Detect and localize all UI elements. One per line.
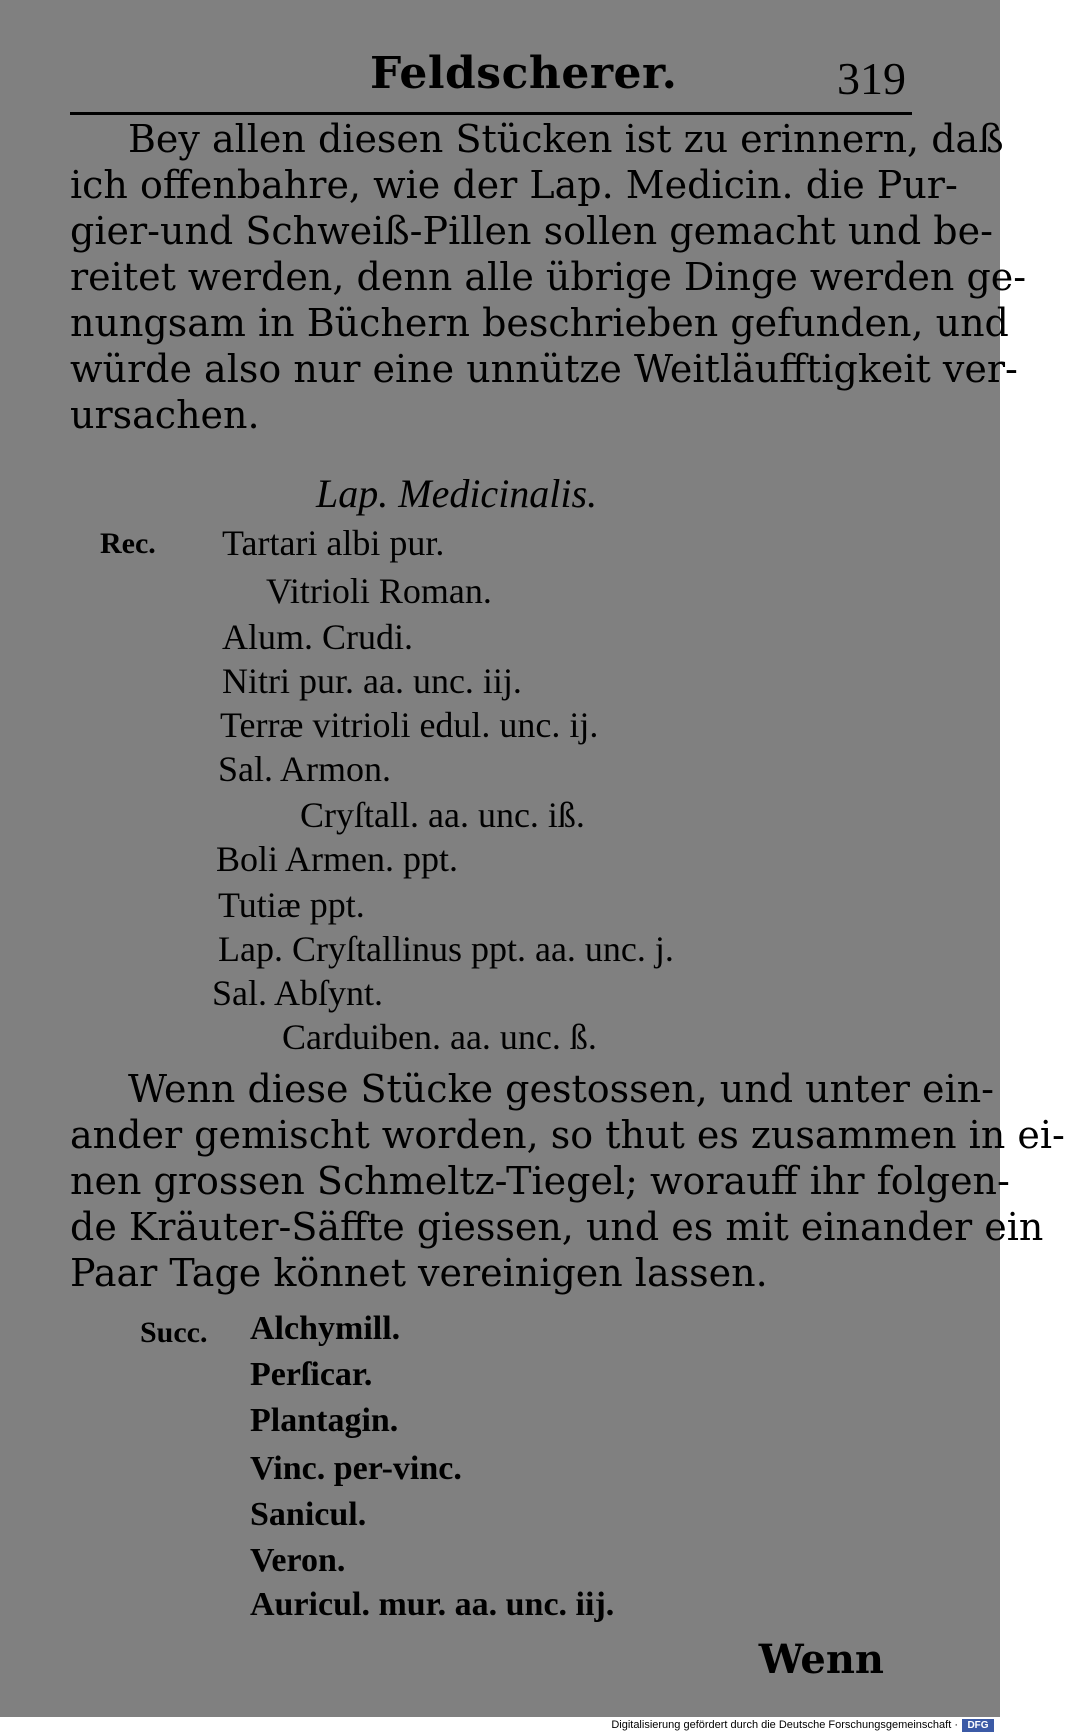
catchword: Wenn: [758, 1636, 884, 1683]
recipe-item: Tutiæ ppt.: [218, 885, 365, 925]
recipe-item: Sal. Armon.: [218, 749, 392, 789]
succ-item: Veron.: [250, 1542, 346, 1579]
text-line: ander gemischt worden, so thut es zusammen in ei-: [70, 1113, 1065, 1157]
succ-item: Perſicar.: [250, 1356, 373, 1393]
page-number: 319: [837, 53, 906, 104]
succ-item: Alchymill.: [250, 1310, 401, 1347]
paragraph-instructions: [70, 1066, 1065, 1296]
recipe-item: Vitrioli Roman.: [266, 571, 492, 611]
recipe-heading: Lap. Medicinalis.: [316, 471, 598, 516]
text-line: ursachen.: [70, 393, 260, 437]
text-line: nen grossen Schmeltz-Tiegel; worauff ihr folgen-: [70, 1159, 1010, 1203]
footer-credit: Digitalisierung gefördert durch die Deutsche Forschungsgemeinschaft ·: [611, 1719, 958, 1731]
recipe-item: Sal. Abſynt.: [212, 973, 384, 1013]
footer-bar: [0, 1717, 1000, 1735]
recipe-item: Nitri pur. aa. unc. iij.: [222, 661, 522, 701]
succ-item: Vinc. per-vinc.: [250, 1450, 462, 1487]
rec-label: Rec.: [100, 527, 156, 560]
text-line: Wenn diese Stücke gestossen, und unter ein-: [128, 1067, 995, 1111]
recipe-item: Terræ vitrioli edul. unc. ij.: [220, 705, 599, 745]
succ-item: Plantagin.: [250, 1402, 399, 1439]
dfg-logo-icon: DFG: [962, 1719, 994, 1732]
text-line: ich offenbahre, wie der Lap. Medicin. die Pur-: [70, 163, 958, 207]
recipe-item: Boli Armen. ppt.: [216, 839, 458, 879]
text-line: würde also nur eine unnütze Weitläufftigkeit ver-: [70, 347, 1018, 391]
text-line: gier-und Schweiß-Pillen sollen gemacht und be-: [70, 209, 993, 253]
recipe-item: Tartari albi pur.: [222, 523, 445, 563]
recipe-item: Alum. Crudi.: [222, 617, 414, 657]
text-line: nungsam in Büchern beschrieben gefunden, und: [70, 301, 1009, 345]
recipe-item: Lap. Cryſtallinus ppt. aa. unc. j.: [218, 929, 674, 969]
succ-item: Auricul. mur. aa. unc. iij.: [250, 1586, 615, 1623]
text-line: reitet werden, denn alle übrige Dinge werden ge-: [70, 255, 1027, 299]
recipe-item: Carduiben. aa. unc. ß.: [282, 1017, 597, 1057]
paragraph-intro: [70, 116, 1027, 438]
succ-item: Sanicul.: [250, 1496, 367, 1533]
text-line: de Kräuter-Säffte giessen, und es mit einander ein: [70, 1205, 1044, 1249]
recipe-item: Cryſtall. aa. unc. iß.: [300, 795, 585, 835]
running-title: Feldscherer.: [370, 48, 678, 99]
succ-label: Succ.: [140, 1316, 208, 1349]
header-rule: [70, 112, 912, 115]
text-line: Paar Tage könnet vereinigen lassen.: [70, 1251, 768, 1295]
text-line: Bey allen diesen Stücken ist zu erinnern, daß: [128, 117, 1004, 161]
page-header: [70, 48, 912, 108]
